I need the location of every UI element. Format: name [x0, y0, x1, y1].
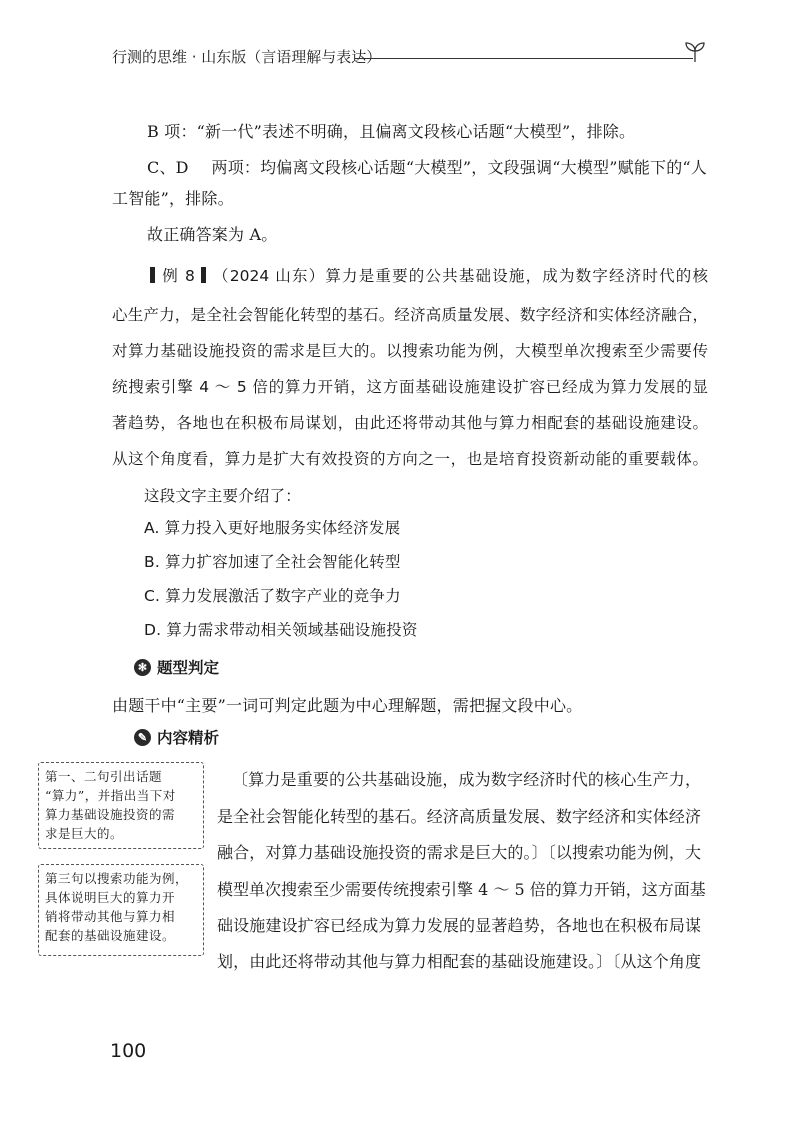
pencil-icon: ✎ — [134, 729, 151, 746]
option-cd-explanation-line-2: 工智能”，排除。 — [112, 189, 234, 208]
analysis-line: 划，由此还将带动其他与算力相配套的基础设施建设。〕〔从这个角度 — [217, 952, 701, 971]
example-first-line — [144, 264, 708, 286]
label-bar-right — [201, 267, 206, 283]
margin-note: 第三句以搜索功能为例， 具体说明巨大的算力开 销将带动其他与算力相 配套的基础设施建设。 — [38, 864, 204, 956]
question-stem: 这段文字主要介绍了： — [144, 487, 302, 505]
example-text-line: 著趋势，各地也在积极布局谋划，由此还将带动其他与算力相配套的基础设施建设。 — [112, 414, 708, 432]
section-title: 题型判定 — [157, 658, 220, 677]
analysis-line: 融合，对算力基础设施投资的需求是巨大的。〕〔以搜索功能为例，大 — [217, 843, 701, 862]
example-label: 例 8 — [161, 267, 195, 285]
example-text-line: 心生产力，是全社会智能化转型的基石。经济高质量发展、数字经济和实体经济融合， — [112, 306, 708, 324]
question-type-text: 由题干中“主要”一词可判定此题为中心理解题，需把握文段中心。 — [112, 696, 583, 715]
option-cd-label: C、D — [147, 158, 189, 177]
page-number: 100 — [110, 1040, 147, 1062]
option-b-explanation: B 项：“新一代”表述不明确，且偏离文段核心话题“大模型”，排除。 — [147, 122, 636, 141]
gear-icon: ✻ — [134, 659, 151, 676]
option-c: C. 算力发展激活了数字产业的竞争力 — [144, 587, 401, 605]
header-rule — [355, 58, 693, 59]
option-cd-explanation-line-1 — [147, 155, 707, 178]
answer-conclusion: 故正确答案为 A。 — [147, 225, 278, 244]
option-b: B. 算力扩容加速了全社会智能化转型 — [144, 553, 401, 571]
running-header: 行测的思维 · 山东版（言语理解与表达） — [112, 48, 382, 66]
analysis-line: 础设施建设扩容已经成为算力发展的显著趋势，各地也在积极布局谋 — [217, 916, 701, 935]
example-text-line: 对算力基础设施投资的需求是巨大的。以搜索功能为例，大模型单次搜索至少需要传 — [112, 342, 708, 360]
example-text-line: 从这个角度看，算力是扩大有效投资的方向之一，也是培育投资新动能的重要载体。 — [112, 450, 708, 468]
analysis-line: 是全社会智能化转型的基石。经济高质量发展、数字经济和实体经济 — [217, 807, 701, 826]
example-source: （2024 山东） — [211, 267, 326, 285]
margin-note: 第一、二句引出话题 “算力”，并指出当下对 算力基础设施投资的需 求是巨大的。 — [38, 762, 204, 849]
sprout-icon — [682, 38, 708, 64]
example-text-line: 统搜索引擎 4 ～ 5 倍的算力开销，这方面基础设施建设扩容已经成为算力发展的显 — [112, 378, 708, 396]
option-cd-text: 两项：均偏离文段核心话题“大模型”，文段强调“大模型”赋能下的“人 — [211, 158, 707, 177]
label-bar-left — [150, 267, 155, 283]
example-text-line: 算力是重要的公共基础设施，成为数字经济时代的核 — [325, 267, 708, 285]
option-d: D. 算力需求带动相关领域基础设施投资 — [144, 621, 418, 639]
question-type-section-heading — [134, 656, 219, 678]
content-analysis-section-heading — [134, 726, 219, 748]
analysis-line: 模型单次搜索至少需要传统搜索引擎 4 ～ 5 倍的算力开销，这方面基 — [217, 880, 706, 899]
analysis-line: 〔算力是重要的公共基础设施，成为数字经济时代的核心生产力， — [232, 770, 701, 789]
option-a: A. 算力投入更好地服务实体经济发展 — [144, 519, 401, 537]
section-title: 内容精析 — [157, 728, 220, 747]
